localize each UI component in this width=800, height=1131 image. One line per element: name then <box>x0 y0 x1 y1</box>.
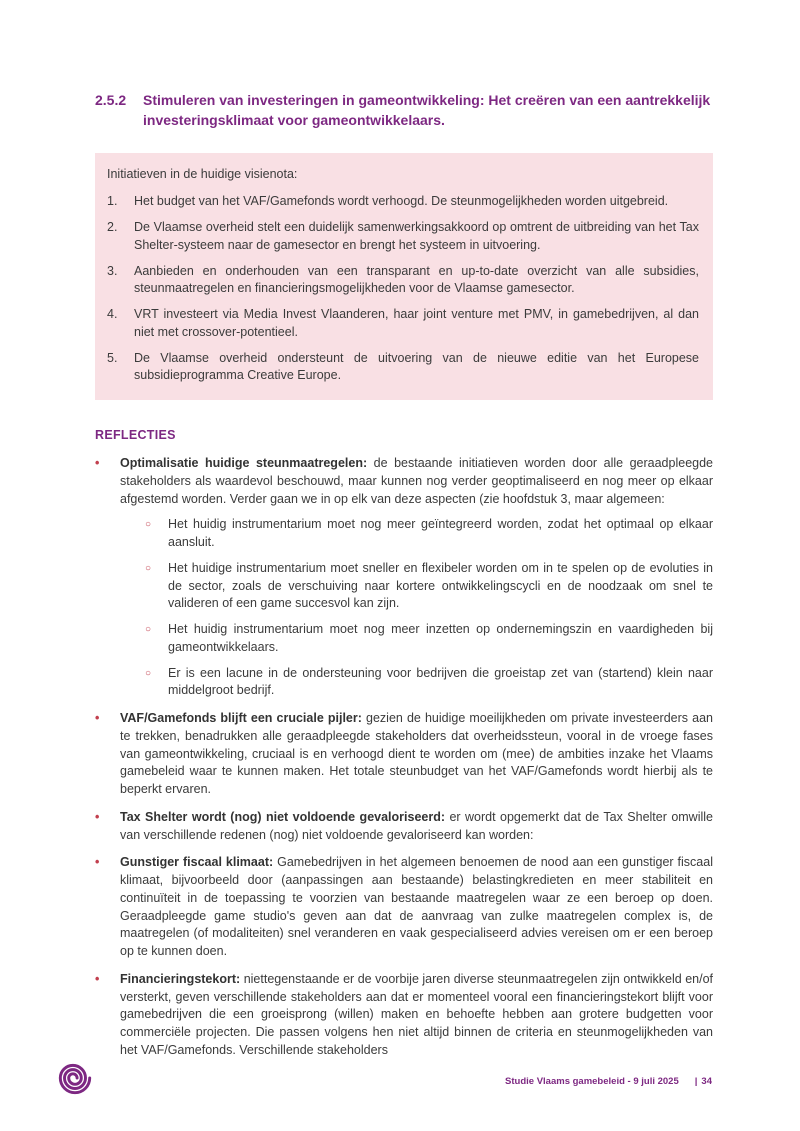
bullet-body <box>120 710 713 799</box>
initiatives-box <box>95 153 713 401</box>
bullet-text <box>120 455 713 508</box>
list-item <box>107 219 699 255</box>
bullet-body <box>120 971 713 1060</box>
bullet-body <box>120 455 713 700</box>
item-number: 5. <box>107 350 118 365</box>
list-item <box>107 193 699 211</box>
bullet-body <box>120 809 713 845</box>
item-number: 3. <box>107 263 118 278</box>
item-number: 1. <box>107 194 118 209</box>
item-number: 2. <box>107 220 118 235</box>
circle-bullet-icon: ○ <box>145 624 152 636</box>
bullet-icon: • <box>95 809 100 824</box>
sub-item-text: Het huidige instrumentarium moet sneller en flexibeler worden om in te spelen op de evoluties in de sector, zoals de verschuiving naar kortere ontwikkelingscycli en de noodzaak om snel te valideren of een game succesvol kan zijn. <box>168 560 713 611</box>
bullet-rest: gezien de huidige moeilijkheden om private investeerders aan te trekken, benadrukken alle geraadpleegde stakeholders dat overheidssteun, vooral in de vroege fases van gameontwikkeling, cruciaal is en verhoogd dient te worden om (mee) de ambities inzake het Vlaams gamebeleid waar te kunnen maken. Het totale steunbudget van het VAF/Gamefonds wordt hierbij als te beperkt ervaren. <box>120 711 713 797</box>
bullet-text <box>120 710 713 799</box>
initiatives-list <box>107 193 699 385</box>
item-number: 4. <box>107 307 118 322</box>
list-item <box>145 516 713 552</box>
bullet-lead: Gunstiger fiscaal klimaat: <box>120 855 274 870</box>
sub-item-text: Er is een lacune in de ondersteuning voor bedrijven die groeistap zet van (startend) klein naar middelgroot bedrijf. <box>168 665 713 698</box>
footer-separator: | <box>694 1076 698 1087</box>
reflections-heading: REFLECTIES <box>95 428 176 443</box>
list-item <box>95 710 713 799</box>
sub-item-text: Het huidig instrumentarium moet nog meer inzetten op ondernemingszin en vaardigheden bij gameontwikkelaars. <box>168 622 713 654</box>
item-text: Het budget van het VAF/Gamefonds wordt verhoogd. De steunmogelijkheden worden uitgebreid. <box>134 194 669 209</box>
list-item <box>95 809 713 845</box>
bullet-rest: er wordt opgemerkt dat de Tax Shelter omwille van verschillende redenen (nog) niet voldoende gevaloriseerd kan worden: <box>120 809 713 842</box>
bullet-lead: VAF/Gamefonds blijft een cruciale pijler: <box>120 711 362 726</box>
list-item <box>95 971 713 1060</box>
list-item <box>107 350 699 386</box>
reflections-list <box>95 455 713 1060</box>
page-number: 34 <box>701 1076 712 1087</box>
list-item <box>145 560 713 613</box>
item-text: De Vlaamse overheid ondersteunt de uitvoering van de nieuwe editie van het Europese subsidieprogramma Creative Europe. <box>134 350 699 383</box>
section-heading <box>95 90 713 131</box>
spiral-logo-icon <box>54 1057 96 1099</box>
item-text: VRT investeert via Media Invest Vlaanderen, haar joint venture met PMV, in gamebedrijven, al dan niet met crossover-potentieel. <box>134 307 699 339</box>
list-item <box>145 665 713 701</box>
section-title: Stimuleren van investeringen in gameontwikkeling: Het creëren van een aantrekkelijk investeringsklimaat voor gameontwikkelaars. <box>143 92 711 129</box>
circle-bullet-icon: ○ <box>145 667 152 679</box>
bullet-icon: • <box>95 456 100 471</box>
bullet-lead: Tax Shelter wordt (nog) niet voldoende gevaloriseerd: <box>120 809 446 824</box>
initiatives-intro: Initiatieven in de huidige visienota: <box>107 166 298 181</box>
bullet-rest: de bestaande initiatieven worden door alle geraadpleegde stakeholders als waardevol beschouwd, maar kunnen nog verder geoptimaliseerd en nog meer op elkaar afgestemd worden. Verder gaan we in op elk van deze aspecten (zie hoofdstuk 3, maar algemeen: <box>120 456 714 506</box>
sub-item-text: Het huidig instrumentarium moet nog meer geïntegreerd worden, zodat het optimaal op elkaar aansluit. <box>168 517 713 550</box>
bullet-rest: Gamebedrijven in het algemeen benoemen de nood aan een gunstiger fiscaal klimaat, bijvoorbeeld door (aanpassingen aan bestaande) belastingkredieten en meer stabiliteit en continuïteit in de toepassing te voorzien van bestaande maatregelen waar ze een beroep op doen. Geraadpleegde game studio's geven aan dat de aanvraag van zulke maatregelen complex is, de maatregelen (of modaliteiten) snel veranderen en vaak gespecialiseerd advies vereisen om er een beroep op te kunnen doen. <box>120 855 713 959</box>
sub-list <box>145 516 713 700</box>
bullet-body <box>120 854 713 961</box>
bullet-rest: niettegenstaande er de voorbije jaren diverse steunmaatregelen zijn ontwikkeld en/of versterkt, geven verschillende stakeholders aan dat er momenteel vooral een financieringstekort blijft voor gamebedrijven die een groeisprong (willen) maken en behoefte hebben aan grotere budgetten voor commerciële projecten. Die passen volgens hen niet altijd binnen de criteria en steunmogelijkheden van het VAF/Gamefonds. Verschillende stakeholders <box>120 971 713 1057</box>
list-item <box>107 306 699 342</box>
bullet-lead: Financieringstekort: <box>120 971 241 986</box>
bullet-text <box>120 971 713 1060</box>
footer-label: Studie Vlaams gamebeleid - 9 juli 2025 <box>505 1076 679 1087</box>
bullet-text <box>120 809 713 845</box>
item-text: Aanbieden en onderhouden van een transparant en up-to-date overzicht van alle subsidies, steunmaatregelen en financieringsmogelijkheden voor de Vlaamse gamesector. <box>134 263 699 296</box>
circle-bullet-icon: ○ <box>145 562 152 574</box>
list-item <box>145 621 713 657</box>
list-item <box>95 854 713 961</box>
list-item <box>107 263 699 299</box>
item-text: De Vlaamse overheid stelt een duidelijk samenwerkingsakkoord op omtrent de uitbreiding van het Tax Shelter-systeem naar de gamesector en brengt het systeem in uitvoering. <box>134 220 699 252</box>
circle-bullet-icon: ○ <box>145 519 152 531</box>
section-number: 2.5.2 <box>95 92 127 108</box>
publisher-logo <box>54 1057 96 1099</box>
bullet-icon: • <box>95 971 100 986</box>
bullet-lead: Optimalisatie huidige steunmaatregelen: <box>120 456 368 471</box>
bullet-icon: • <box>95 711 100 726</box>
page-footer <box>505 1076 712 1087</box>
list-item <box>95 455 713 700</box>
bullet-icon: • <box>95 855 100 870</box>
bullet-text <box>120 854 713 961</box>
page-content <box>95 90 713 1060</box>
